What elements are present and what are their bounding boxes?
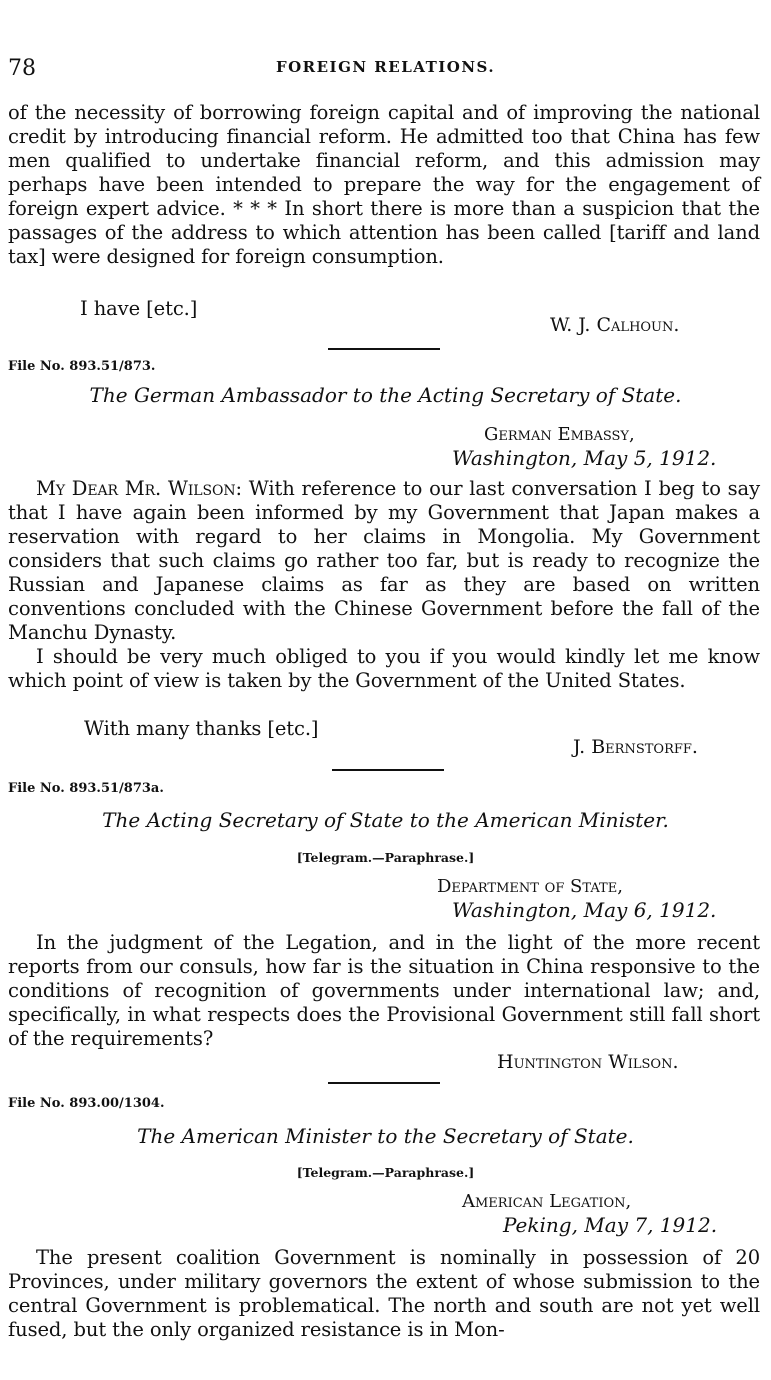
doc3-title: The Acting Secretary of State to the American Minister. (102, 808, 669, 832)
doc4-title: The American Minister to the Secretary of State. (137, 1124, 634, 1148)
doc4-file-number: File No. 893.00/1304. (8, 1096, 165, 1111)
running-head: FOREIGN RELATIONS. (275, 58, 496, 76)
doc2-salutation: My Dear Mr. Wilson: (36, 477, 242, 500)
doc2-place: German Embassy, (484, 424, 635, 445)
doc3-signature: Huntington Wilson. (497, 1051, 679, 1073)
doc2-file-number: File No. 893.51/873. (8, 359, 156, 374)
doc2-date: Washington, May 5, 1912. (452, 446, 717, 470)
doc2-closing: With many thanks [etc.] (84, 717, 319, 740)
doc1-closing: I have [etc.] (80, 297, 198, 320)
doc2-paragraph-1 (8, 477, 760, 645)
doc3-body: In the judgment of the Legation, and in the light of the more recent reports from our consuls, how far is the situation in China responsive to the conditions of recognition of governments under international law; and, specifically, in what respects does the Provisional Government still fall short of the requirements? (8, 931, 760, 1050)
doc2-paragraph-2: I should be very much obliged to you if you would kindly let me know which point of view is taken by the Government of the United States. (8, 645, 760, 692)
section-divider (332, 769, 444, 771)
doc3-telegram-note: [Telegram.—Paraphrase.] (296, 850, 475, 865)
section-divider (328, 348, 440, 350)
page-number: 78 (8, 56, 36, 81)
doc3-date: Washington, May 6, 1912. (452, 898, 717, 922)
doc3-place: Department of State, (437, 876, 623, 897)
doc4-date: Peking, May 7, 1912. (503, 1213, 718, 1237)
doc2-paragraph-1-text: With reference to our last conversation I beg to say that I have again been informed by my Government that Japan makes a reservation with regard to her claims in Mongolia. My Government considers that such claims go rather too far, but is ready to recognize the Russian and Japanese claims as far as they are based on written conventions concluded with the Chinese Government before the fall of the Manchu Dynasty. (8, 477, 760, 644)
doc4-body: The present coalition Government is nominally in possession of 20 Provinces, under military governors the extent of whose submission to the central Government is problematical. The north and south are not yet well fused, but the only organized resistance is in Mon- (8, 1246, 760, 1341)
doc2-title: The German Ambassador to the Acting Secretary of State. (89, 383, 682, 407)
section-divider (328, 1082, 440, 1084)
doc2-signature: J. Bernstorff. (573, 736, 698, 758)
doc1-body: of the necessity of borrowing foreign capital and of improving the national credit by introducing financial reform. He admitted too that China has few men qualified to undertake financial reform, and this admission may perhaps have been intended to prepare the way for the engagement of foreign expert advice. * * * In short there is more than a suspicion that the passages of the address to which attention has been called [tariff and land tax] were designed for foreign consumption. (8, 101, 760, 268)
doc1-signature: W. J. Calhoun. (550, 314, 680, 336)
doc3-file-number: File No. 893.51/873a. (8, 781, 164, 796)
doc4-place: American Legation, (462, 1191, 632, 1212)
doc4-telegram-note: [Telegram.—Paraphrase.] (296, 1165, 475, 1180)
